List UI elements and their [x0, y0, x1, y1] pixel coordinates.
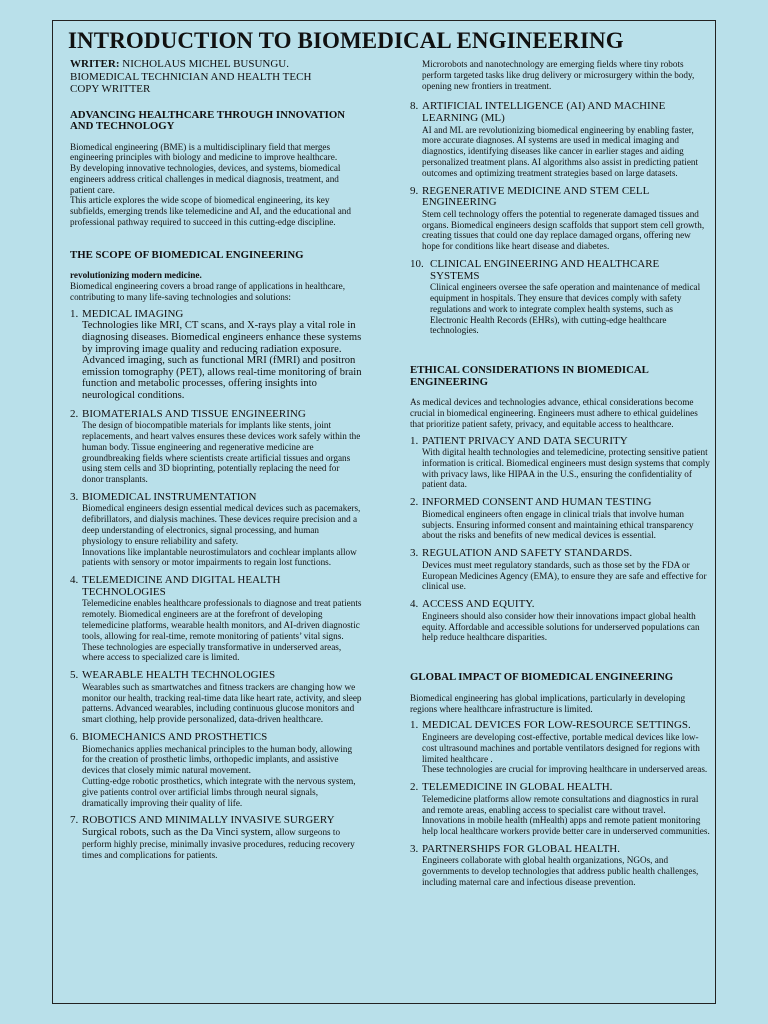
item-title: 1. MEDICAL IMAGING [70, 307, 184, 320]
item-body: AI and ML are revolutionizing biomedical engineering by enabling faster, more accurate diagnoses. AI systems are used in medical imaging and diagnostics, identifying diseases like cancer in earlier stages and aiding personalized treatment plans. AI algorithms also assist in predicting patient outcomes and optimizing treatment strategies based on large datasets. [422, 124, 699, 178]
item-body: Biomechanics applies mechanical principles to the human body, allowing for the creation of prosthetic limbs, orthopedic implants, and assistive devices that closely mimic natural movement. [82, 743, 353, 776]
item-body: With digital health technologies and telemedicine, protecting sensitive patient information is critical. Biomedical engineers must design systems that comply with privacy laws, like HIPAA in the U.S., ensuring the confidentiality of patient data. [422, 447, 710, 490]
scope-heading: THE SCOPE OF BIOMEDICAL ENGINEERING [70, 248, 304, 261]
intro-heading: ADVANCING HEALTHCARE THROUGH INNOVATION AND TECHNOLOGY [70, 108, 346, 132]
item-body: Cutting-edge robotic prosthetics, which integrate with the nervous system, give patients control over artificial limbs through neural signals, dramatically improving their quality of life. [82, 776, 356, 808]
item-title: 6. BIOMECHANICS AND PROSTHETICS [70, 731, 268, 744]
item-body: Technologies like MRI, CT scans, and X-rays play a vital role in diagnosing diseases. Biomedical engineers enhance these systems by improving image quality and reducing radiation exposure. Advanced imaging, such as functional MRI (fMRI) and positron emission tomography (PET), allows real-time monitoring of brain function and metabolic processes, offering insights into neurological conditions. [82, 320, 362, 401]
right-column [410, 59, 710, 895]
item-body: Engineers are developing cost-effective, portable medical devices like low-cost ultrasound machines and portable ventilators designed for regions with limited healthcare . [422, 731, 700, 764]
item-body: Innovations like implantable neurostimulators and cochlear implants allow patients with sensory or motor impairments to regain lost functions. [82, 546, 357, 568]
list-item [70, 815, 362, 860]
list-item [410, 186, 710, 252]
continued-paragraph: Microrobots and nanotechnology are emerging fields where tiny robots perform targeted tasks like drug delivery or microsurgery within the body, opening new frontiers in treatment. [422, 59, 695, 91]
list-item [410, 259, 710, 336]
item-body: Biomedical engineers often engage in clinical trials that involve human subjects. Ensuring informed consent and maintaining ethical transparency about the risks and benefits of new medical devices is essential. [422, 508, 694, 541]
item-title: 1. MEDICAL DEVICES FOR LOW-RESOURCE SETTINGS. [410, 719, 691, 732]
scope-subheading: revolutionizing modern medicine. [70, 270, 202, 281]
intro-paragraph: Biomedical engineering (BME) is a multidisciplinary field that merges engineering principles with biology and medicine to improve healthcare. [70, 141, 338, 163]
ethics-lead: As medical devices and technologies advance, ethical considerations become crucial in biomedical engineering. Engineers must adhere to ethical guidelines that prioritize patient safety, privacy, and equitable access to healthcare. [410, 397, 698, 429]
list-item [410, 782, 710, 837]
intro-paragraph: This article explores the wide scope of biomedical engineering, its key subfields, emerging trends like telemedicine and AI, and the educational and professional pathway required to succeed in this cutting-edge discipline. [70, 195, 351, 228]
list-item [70, 732, 362, 808]
list-item [410, 599, 710, 643]
writer-role-2: COPY WRITTER [70, 83, 151, 95]
writer-block [70, 58, 362, 96]
writer-label: WRITER: [70, 58, 120, 70]
item-title: 10. CLINICAL ENGINEERING AND HEALTHCARE SYSTEMS [410, 257, 660, 282]
item-title: 8. ARTIFICIAL INTELLIGENCE (AI) AND MACHINE LEARNING (ML) [410, 100, 666, 124]
list-item [70, 409, 362, 485]
intro-paragraph: By developing innovative technologies, devices, and systems, biomedical engineers address critical challenges in medical diagnosis, treatment, and patient care. [70, 163, 341, 195]
item-body: Stem cell technology offers the potential to regenerate damaged tissues and organs. Biomedical engineers design scaffolds that support stem cell growth, creating tissues that could one day replace damaged organs, offering new hope for conditions like heart disease and diabetes. [422, 208, 705, 252]
spacer [70, 228, 362, 250]
item-title: 4. TELEMEDICINE AND DIGITAL HEALTH TECHNOLOGIES [70, 574, 281, 598]
item-body: These technologies are crucial for improving healthcare in underserved areas. [422, 764, 708, 775]
item-title: 3. BIOMEDICAL INSTRUMENTATION [70, 490, 257, 503]
item-body: Biomedical engineers design essential medical devices such as pacemakers, defibrillators, and dialysis machines. These devices require precision and a deep understanding of electronics, signal processing, and human physiology to ensure reliability and safety. [82, 503, 361, 546]
list-item [410, 497, 710, 541]
item-title: 3. REGULATION AND SAFETY STANDARDS. [410, 547, 633, 560]
list-item [410, 436, 710, 491]
list-item [410, 101, 710, 178]
scope-lead: Biomedical engineering covers a broad range of applications in healthcare, contributing to many life-saving technologies and solutions: [70, 281, 346, 302]
item-title: 5. WEARABLE HEALTH TECHNOLOGIES [70, 669, 276, 682]
item-body: Engineers collaborate with global health organizations, NGOs, and governments to develop technologies that address public health challenges, including maternal care and infectious disease prevention. [422, 855, 699, 888]
list-item [410, 548, 710, 592]
spacer [410, 650, 710, 672]
left-column [70, 56, 362, 867]
item-title: 2. INFORMED CONSENT AND HUMAN TESTING [410, 496, 652, 509]
item-body: Engineers should also consider how their innovations impact global health equity. Affordable and accessible solutions for underserved populations can help reduce healthcare disparities. [422, 610, 700, 643]
item-title: 2. TELEMEDICINE IN GLOBAL HEALTH. [410, 781, 613, 794]
list-item [410, 844, 710, 888]
global-list [410, 720, 710, 888]
item-title: 4. ACCESS AND EQUITY. [410, 598, 535, 611]
item-title: 9. REGENERATIVE MEDICINE AND STEM CELL ENGINEERING [410, 184, 649, 209]
item-body: Telemedicine platforms allow remote consultations and diagnostics in rural and remote areas, enabling access to specialist care without travel. Innovations in mobile health (mHealth) apps and remote patient monitoring help local healthcare workers provide better care in underserved communities. [422, 793, 710, 837]
list-item [70, 575, 362, 663]
global-heading: GLOBAL IMPACT OF BIOMEDICAL ENGINEERING [410, 671, 674, 684]
global-lead: Biomedical engineering has global implications, particularly in developing regions where healthcare infrastructure is limited. [410, 692, 686, 714]
writer-name: NICHOLAUS MICHEL BUSUNGU. [119, 58, 290, 70]
item-body: Devices must meet regulatory standards, such as those set by the FDA or European Medicines Agency (EMA), to ensure they are safe and effective for clinical use. [422, 559, 707, 592]
scope-list-continued [410, 101, 710, 336]
item-title: 1. PATIENT PRIVACY AND DATA SECURITY [410, 434, 628, 447]
list-item [70, 309, 362, 402]
list-item [410, 720, 710, 775]
item-body: The design of biocompatible materials for implants like stents, joint replacements, and heart valves ensures these devices work safely within the human body. Tissue engineering and regenerative medicine are groundbreaking fields where scientists create artificial tissues and organs using stem cells and 3D bioprinting, potentially replacing the need for donor transplants. [82, 420, 361, 485]
item-title: 7. ROBOTICS AND MINIMALLY INVASIVE SURGERY [70, 814, 335, 827]
writer-role: BIOMEDICAL TECHNICIAN AND HEALTH TECH [70, 70, 312, 83]
item-title: 2. BIOMATERIALS AND TISSUE ENGINEERING [70, 407, 306, 420]
list-item [70, 492, 362, 568]
item-title: 3. PARTNERSHIPS FOR GLOBAL HEALTH. [410, 842, 620, 855]
article-title: INTRODUCTION TO BIOMEDICAL ENGINEERING [68, 28, 624, 53]
item-body: Surgical robots, such as the Da Vinci system, allow surgeons to perform highly precise, minimally invasive procedures, reducing recovery times and complications for patients. [82, 826, 355, 860]
item-body: Telemedicine enables healthcare professionals to diagnose and treat patients remotely. Biomedical engineers are at the forefront of developing telemedicine platforms, wearable health monitors, and AI-driven diagnostic tools, allowing for real-time, remote monitoring of patients’ vital signs. These technologies are especially transformative in underserved areas, where access to specialized care is limited. [82, 598, 362, 663]
scope-list [70, 309, 362, 861]
item-body: Wearables such as smartwatches and fitness trackers are changing how we monitor our health, tracking real-time data like heart rate, activity, and sleep patterns. Advanced wearables, including continuous glucose monitors and smart clothing, help provide personalized, data-driven healthcare. [82, 681, 362, 725]
spacer [410, 343, 710, 365]
list-item [70, 670, 362, 725]
ethics-list [410, 436, 710, 644]
item-body: Clinical engineers oversee the safe operation and maintenance of medical equipment in hospitals. They ensure that devices comply with safety regulations and work to integrate complex health systems, such as Electronic Health Records (EHRs), with cutting-edge healthcare technologies. [430, 282, 701, 336]
ethics-heading: ETHICAL CONSIDERATIONS IN BIOMEDICAL ENGINEERING [410, 364, 649, 388]
